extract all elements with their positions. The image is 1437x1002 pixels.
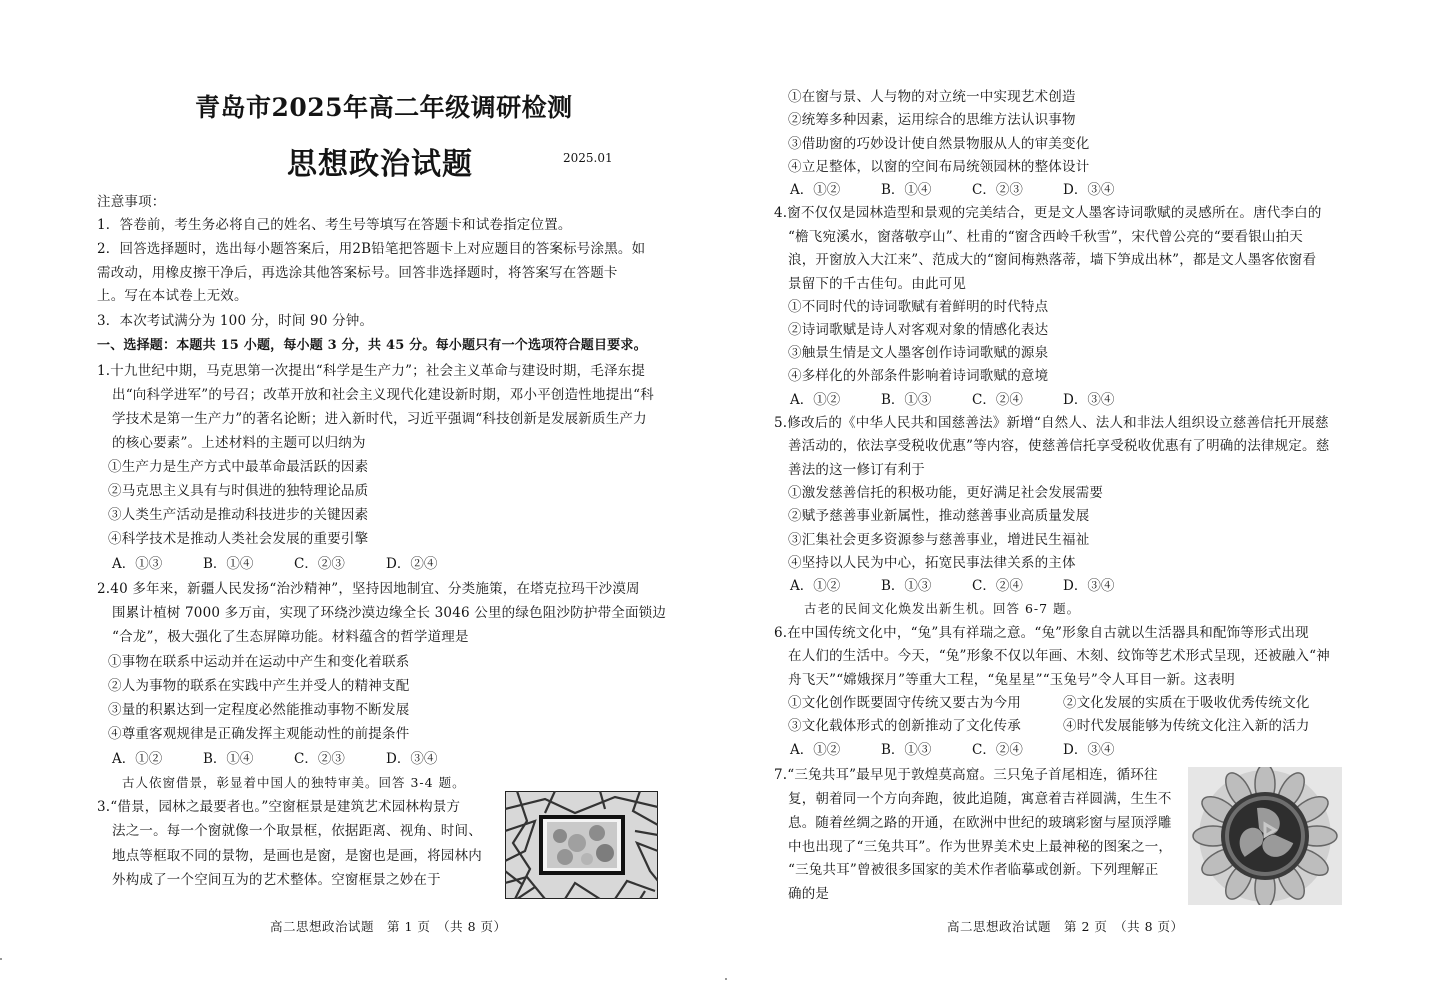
q2-option-d: D．③④	[386, 751, 438, 767]
q5-item: ④坚持以人民为中心，拓宽民事法律关系的主体	[788, 555, 1076, 571]
q2-option-b: B．①④	[203, 751, 254, 767]
q1-stem: 的核心要素”。上述材料的主题可以归纳为	[112, 435, 366, 451]
q7-stem: 7.“三兔共耳”最早见于敦煌莫高窟。三只兔子首尾相连，循环往	[774, 767, 1158, 783]
q5-item: ③汇集社会更多资源参与慈善事业，增进民生福祉	[788, 532, 1090, 548]
q2-stem: “合龙”，极大强化了生态屏障功能。材料蕴含的哲学道理是	[112, 629, 469, 645]
q7-stem: 中也出现了“三兔共耳”。作为世界美术史上最神秘的图案之一，	[788, 839, 1173, 855]
q4-stem: “檐飞宛溪水，窗落敬亭山”、杜甫的“窗含西岭千秋雪”，宋代曾公亮的“要看银山拍天	[788, 229, 1304, 245]
three-rabbits-icon	[1188, 767, 1342, 905]
q6-option-b: B．①③	[881, 742, 932, 758]
q1-stem: 出“向科学进军”的号召；改革开放和社会主义现代化建设新时期，邓小平创造性地提出“科	[112, 387, 654, 403]
exam-title: 青岛市2025年高二年级调研检测	[195, 93, 573, 122]
q6-item: ④时代发展能够为传统文化注入新的活力	[1063, 718, 1310, 734]
q3-option-a: A．①②	[790, 182, 841, 198]
group-6-7-intro: 古老的民间文化焕发出新生机。回答 6-7 题。	[804, 601, 1081, 616]
q1-item: ③人类生产活动是推动科技进步的关键因素	[108, 507, 369, 523]
q5-stem: 善法的这一修订有利于	[788, 462, 925, 478]
q3-option-c: C．②③	[972, 182, 1023, 198]
q7-stem: 复，朝着同一个方向奔跑，彼此追随，寓意着吉祥圆满，生生不	[788, 791, 1172, 807]
q3-stem: 3.“借景，园林之最要者也。”空窗框景是建筑艺术园林构景方	[97, 799, 461, 815]
q6-stem: 舟飞天”“嫦娥探月”等重大工程，“兔星星”“玉兔号”令人耳目一新。这表明	[788, 672, 1236, 688]
lattice-window-image	[505, 791, 658, 899]
q4-option-c: C．②④	[972, 392, 1023, 408]
q4-item: ④多样化的外部条件影响着诗词歌赋的意境	[788, 368, 1049, 384]
q5-stem: 善活动的，依法享受税收优惠”等内容，使慈善信托享受税收优惠有了明确的法律规定。慈	[788, 438, 1330, 454]
q1-item: ④科学技术是推动人类社会发展的重要引擎	[108, 531, 369, 547]
q2-item: ①事物在联系中运动并在运动中产生和变化着联系	[108, 654, 410, 670]
group-3-4-intro: 古人依窗借景，彰显着中国人的独特审美。回答 3-4 题。	[122, 775, 466, 790]
q1-item: ①生产力是生产方式中最革命最活跃的因素	[108, 459, 369, 475]
notes-heading: 注意事项：	[97, 194, 166, 210]
page-1	[0, 0, 718, 1002]
page-1-footer: 高二思想政治试题 第 1 页 （共 8 页）	[270, 919, 507, 934]
scan-speck	[725, 978, 727, 980]
q3-stem: 地点等框取不同的景物，是画也是窗，是窗也是画，将园林内	[112, 848, 482, 864]
three-rabbits-image	[1188, 767, 1342, 905]
page-2-footer: 高二思想政治试题 第 2 页 （共 8 页）	[947, 919, 1184, 934]
q6-item: ①文化创作既要固守传统又要古为今用	[788, 695, 1021, 711]
q6-stem: 在人们的生活中。今天，“兔”形象不仅以年画、木刻、纹饰等艺术形式呈现，还被融入“神	[788, 648, 1330, 664]
q7-stem: 确的是	[788, 886, 830, 902]
note-line: 2．回答选择题时，选出每小题答案后，用2B铅笔把答题卡上对应题目的答案标号涂黑。如	[97, 241, 646, 257]
note-line: 1．答卷前，考生务必将自己的姓名、考生号等填写在答题卡和试卷指定位置。	[97, 217, 572, 233]
q5-item: ②赋予慈善事业新属性，推动慈善事业高质量发展	[788, 508, 1090, 524]
section-heading: 一、选择题：本题共 15 小题，每小题 3 分，共 45 分。每小题只有一个选项符合题目要求。	[97, 338, 647, 353]
q4-option-d: D．③④	[1063, 392, 1115, 408]
q4-item: ③触景生情是文人墨客创作诗词歌赋的源泉	[788, 345, 1049, 361]
q1-option-b: B．①④	[203, 556, 254, 572]
q3-option-d: D．③④	[1063, 182, 1115, 198]
q1-option-c: C．②③	[294, 556, 345, 572]
q5-option-d: D．③④	[1063, 578, 1115, 594]
q5-option-c: C．②④	[972, 578, 1023, 594]
q4-item: ①不同时代的诗词歌赋有着鲜明的时代特点	[788, 299, 1049, 315]
note-line: 需改动，用橡皮擦干净后，再选涂其他答案标号。回答非选择题时，将答案写在答题卡	[97, 265, 618, 281]
q5-stem: 5.修改后的《中华人民共和国慈善法》新增“自然人、法人和非法人组织设立慈善信托开展慈	[774, 415, 1329, 431]
q5-option-b: B．①③	[881, 578, 932, 594]
q6-option-d: D．③④	[1063, 742, 1115, 758]
q3-option-b: B．①④	[881, 182, 932, 198]
q2-item: ②人为事物的联系在实践中产生并受人的精神支配	[108, 678, 410, 694]
q4-option-b: B．①③	[881, 392, 932, 408]
q1-stem: 1.十九世纪中期，马克思第一次提出“科学是生产力”；社会主义革命与建设时期，毛泽东提	[97, 363, 646, 379]
q6-item: ②文化发展的实质在于吸收优秀传统文化	[1063, 695, 1310, 711]
q6-option-c: C．②④	[972, 742, 1023, 758]
exam-date: 2025.01	[563, 151, 613, 165]
q3-item: ③借助窗的巧妙设计使自然景物服从人的审美变化	[788, 136, 1090, 152]
q6-item: ③文化载体形式的创新推动了文化传承	[788, 718, 1021, 734]
q5-option-a: A．①②	[790, 578, 841, 594]
q3-item: ④立足整体，以窗的空间布局统领园林的整体设计	[788, 159, 1090, 175]
q1-option-d: D．②④	[386, 556, 438, 572]
q1-stem: 学技术是第一生产力”的著名论断；进入新时代，习近平强调“科技创新是发展新质生产力	[112, 411, 647, 427]
q7-stem: 息。随着丝绸之路的开通，在欧洲中世纪的玻璃彩窗与屋顶浮雕	[788, 815, 1172, 831]
q6-stem: 6.在中国传统文化中，“兔”具有祥瑞之意。“兔”形象自古就以生活器具和配饰等形式出现	[774, 625, 1309, 641]
lattice-window-icon	[505, 791, 658, 899]
q4-stem: 浪，开窗放入大江来”、范成大的“窗间梅熟落蒂，墙下笋成出林”，都是文人墨客依窗看	[788, 252, 1317, 268]
q4-stem: 4.窗不仅仅是园林造型和景观的完美结合，更是文人墨客诗词歌赋的灵感所在。唐代李白的	[774, 205, 1322, 221]
q5-item: ①激发慈善信托的积极功能，更好满足社会发展需要	[788, 485, 1104, 501]
q2-stem: 2.40 多年来，新疆人民发扬“治沙精神”，坚持因地制宜、分类施策，在塔克拉玛干沙漠周	[97, 581, 640, 597]
q2-option-c: C．②③	[294, 751, 345, 767]
exam-subtitle: 思想政治试题	[287, 147, 473, 182]
q2-stem: 围累计植树 7000 多万亩，实现了环绕沙漠边缘全长 3046 公里的绿色阻沙防护带全面锁边	[112, 605, 667, 621]
scan-speck	[0, 958, 2, 960]
note-line: 上。写在本试卷上无效。	[97, 288, 248, 304]
q3-stem: 外构成了一个空间互为的艺术整体。空窗框景之妙在于	[112, 872, 441, 888]
note-line: 3．本次考试满分为 100 分，时间 90 分钟。	[97, 313, 374, 329]
q3-stem: 法之一。每一个窗就像一个取景框，依据距离、视角、时间、	[112, 823, 482, 839]
q1-item: ②马克思主义具有与时俱进的独特理论品质	[108, 483, 369, 499]
q3-item: ②统筹多种因素，运用综合的思维方法认识事物	[788, 112, 1076, 128]
q2-option-a: A．①②	[112, 751, 163, 767]
q7-stem: “三兔共耳”曾被很多国家的美术作者临摹或创新。下列理解正	[788, 862, 1159, 878]
q2-item: ④尊重客观规律是正确发挥主观能动性的前提条件	[108, 726, 410, 742]
page-2	[718, 0, 1437, 1002]
q3-item: ①在窗与景、人与物的对立统一中实现艺术创造	[788, 89, 1076, 105]
q1-option-a: A．①③	[112, 556, 163, 572]
q4-item: ②诗词歌赋是诗人对客观对象的情感化表达	[788, 322, 1049, 338]
q6-option-a: A．①②	[790, 742, 841, 758]
q4-option-a: A．①②	[790, 392, 841, 408]
q2-item: ③量的积累达到一定程度必然能推动事物不断发展	[108, 702, 410, 718]
q4-stem: 景留下的千古佳句。由此可见	[788, 276, 967, 292]
